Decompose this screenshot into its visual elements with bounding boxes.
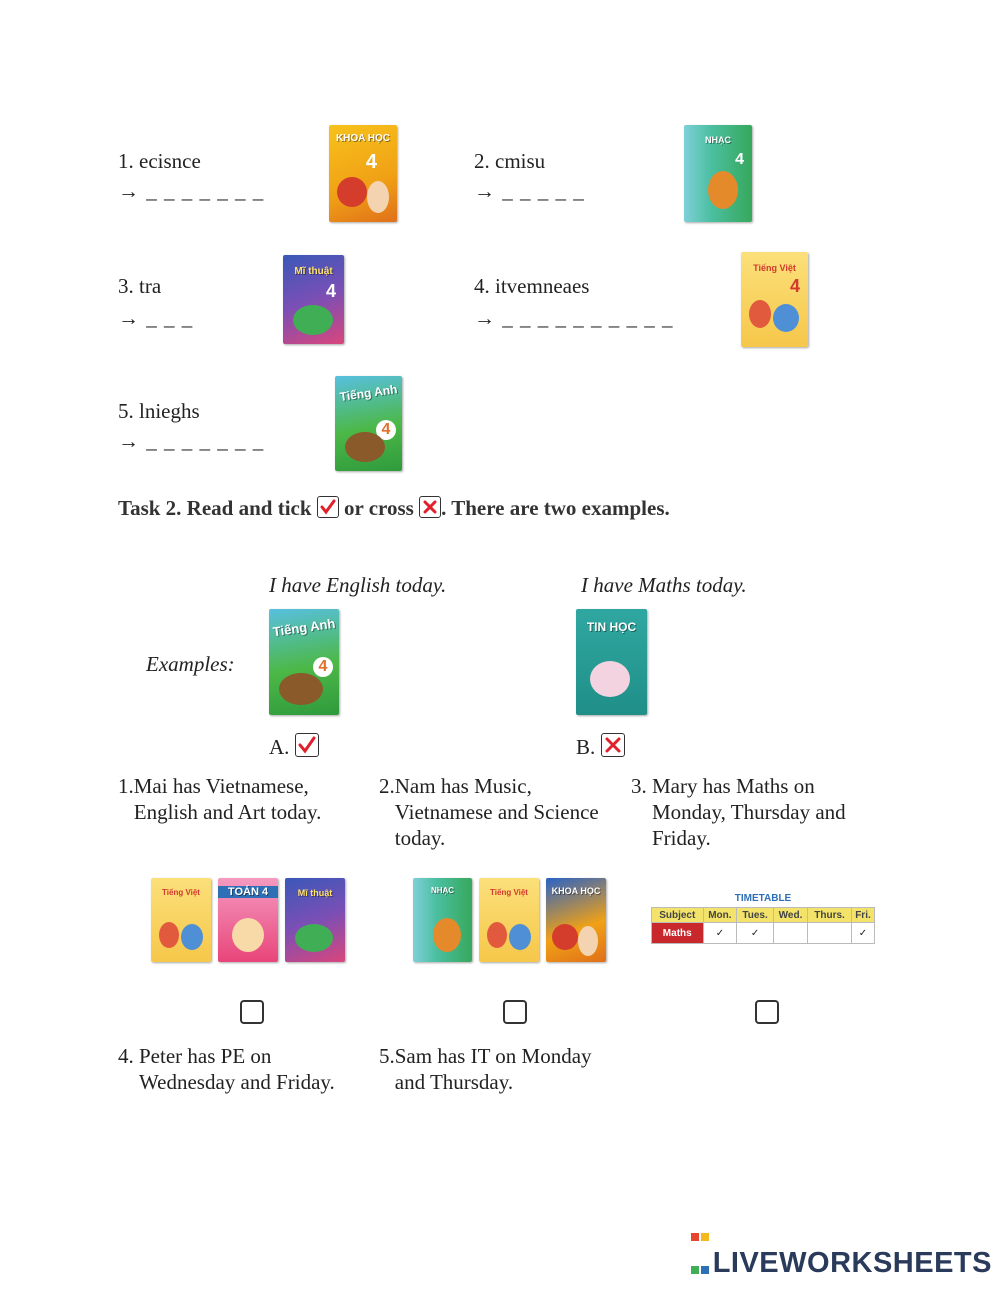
logo-icon xyxy=(690,1217,710,1283)
timetable-cell: ✓ xyxy=(737,923,774,944)
word-scramble-label: 4. itvemneaes xyxy=(474,274,590,298)
answer-checkbox-1[interactable] xyxy=(240,1000,264,1024)
book-cover-vietnamese: Tiếng Việt xyxy=(151,878,211,962)
cross-icon xyxy=(601,733,625,757)
answer-checkbox-2[interactable] xyxy=(503,1000,527,1024)
timetable-cell: ✓ xyxy=(851,923,874,944)
task2-instruction: Task 2. Read and tick or cross . There are two examples. xyxy=(118,496,670,520)
example-b-sentence: I have Maths today. xyxy=(581,573,747,597)
timetable-cell xyxy=(808,923,852,944)
example-a-letter: A. xyxy=(269,733,319,760)
examples-label: Examples: xyxy=(146,652,235,676)
book-cover-science: KHOA HỌC xyxy=(546,878,606,962)
word-scramble-label: 5. lnieghs xyxy=(118,399,200,423)
example-b-letter: B. xyxy=(576,733,625,760)
answer-checkbox-3[interactable] xyxy=(755,1000,779,1024)
tick-icon xyxy=(317,496,339,518)
answer-blank[interactable]: → _ _ _ xyxy=(118,306,194,330)
word-scramble-label: 2. cmisu xyxy=(474,149,546,173)
book-cover-it: TIN HỌC xyxy=(576,609,647,715)
timetable-title: TIMETABLE xyxy=(734,893,792,904)
answer-blank[interactable]: → _ _ _ _ _ xyxy=(474,179,585,203)
timetable-header: Fri. xyxy=(851,908,874,923)
answer-blank[interactable]: → _ _ _ _ _ _ _ xyxy=(118,429,265,453)
word-scramble-label: 1. ecisnce xyxy=(118,149,201,173)
timetable xyxy=(651,907,875,944)
cross-icon xyxy=(419,496,441,518)
timetable-header: Subject xyxy=(652,908,704,923)
word-scramble-label: 3. tra xyxy=(118,274,162,298)
timetable-header: Tues. xyxy=(737,908,774,923)
book-cover-english: Tiếng Anh 4 xyxy=(269,609,339,715)
book-cover-english: Tiếng Anh 4 xyxy=(335,376,402,471)
answer-blank[interactable]: → _ _ _ _ _ _ _ xyxy=(118,179,265,203)
question-4: 4. Peter has PE on Wednesday and Friday. xyxy=(118,1044,335,1094)
timetable-cell xyxy=(773,923,807,944)
answer-blank[interactable]: → _ _ _ _ _ _ _ _ _ _ xyxy=(474,306,674,330)
question-3: 3. Mary has Maths on Monday, Thursday and Friday. xyxy=(631,774,846,850)
book-cover-music: NHẠC 4 xyxy=(684,125,752,222)
question-1: 1.Mai has Vietnamese, English and Art today. xyxy=(118,774,322,824)
timetable-subject: Maths xyxy=(652,923,704,944)
timetable-cell: ✓ xyxy=(703,923,737,944)
book-cover-art: Mĩ thuật 4 xyxy=(283,255,344,344)
book-cover-vietnamese: Tiếng Việt 4 xyxy=(741,252,808,347)
question-5: 5.Sam has IT on Monday and Thursday. xyxy=(379,1044,592,1094)
timetable-header: Mon. xyxy=(703,908,737,923)
question-2: 2.Nam has Music, Vietnamese and Science today. xyxy=(379,774,599,850)
timetable-header: Thurs. xyxy=(808,908,852,923)
book-cover-art: Mĩ thuật xyxy=(285,878,345,962)
book-cover-maths: TOÁN 4 xyxy=(218,878,278,962)
liveworksheets-logo: LIVEWORKSHEETS xyxy=(690,1217,992,1283)
book-cover-vietnamese: Tiếng Việt xyxy=(479,878,539,962)
book-cover-music: NHẠC xyxy=(413,878,472,962)
example-a-sentence: I have English today. xyxy=(269,573,447,597)
timetable-header: Wed. xyxy=(773,908,807,923)
tick-icon xyxy=(295,733,319,757)
book-cover-science: KHOA HỌC 4 xyxy=(329,125,397,222)
